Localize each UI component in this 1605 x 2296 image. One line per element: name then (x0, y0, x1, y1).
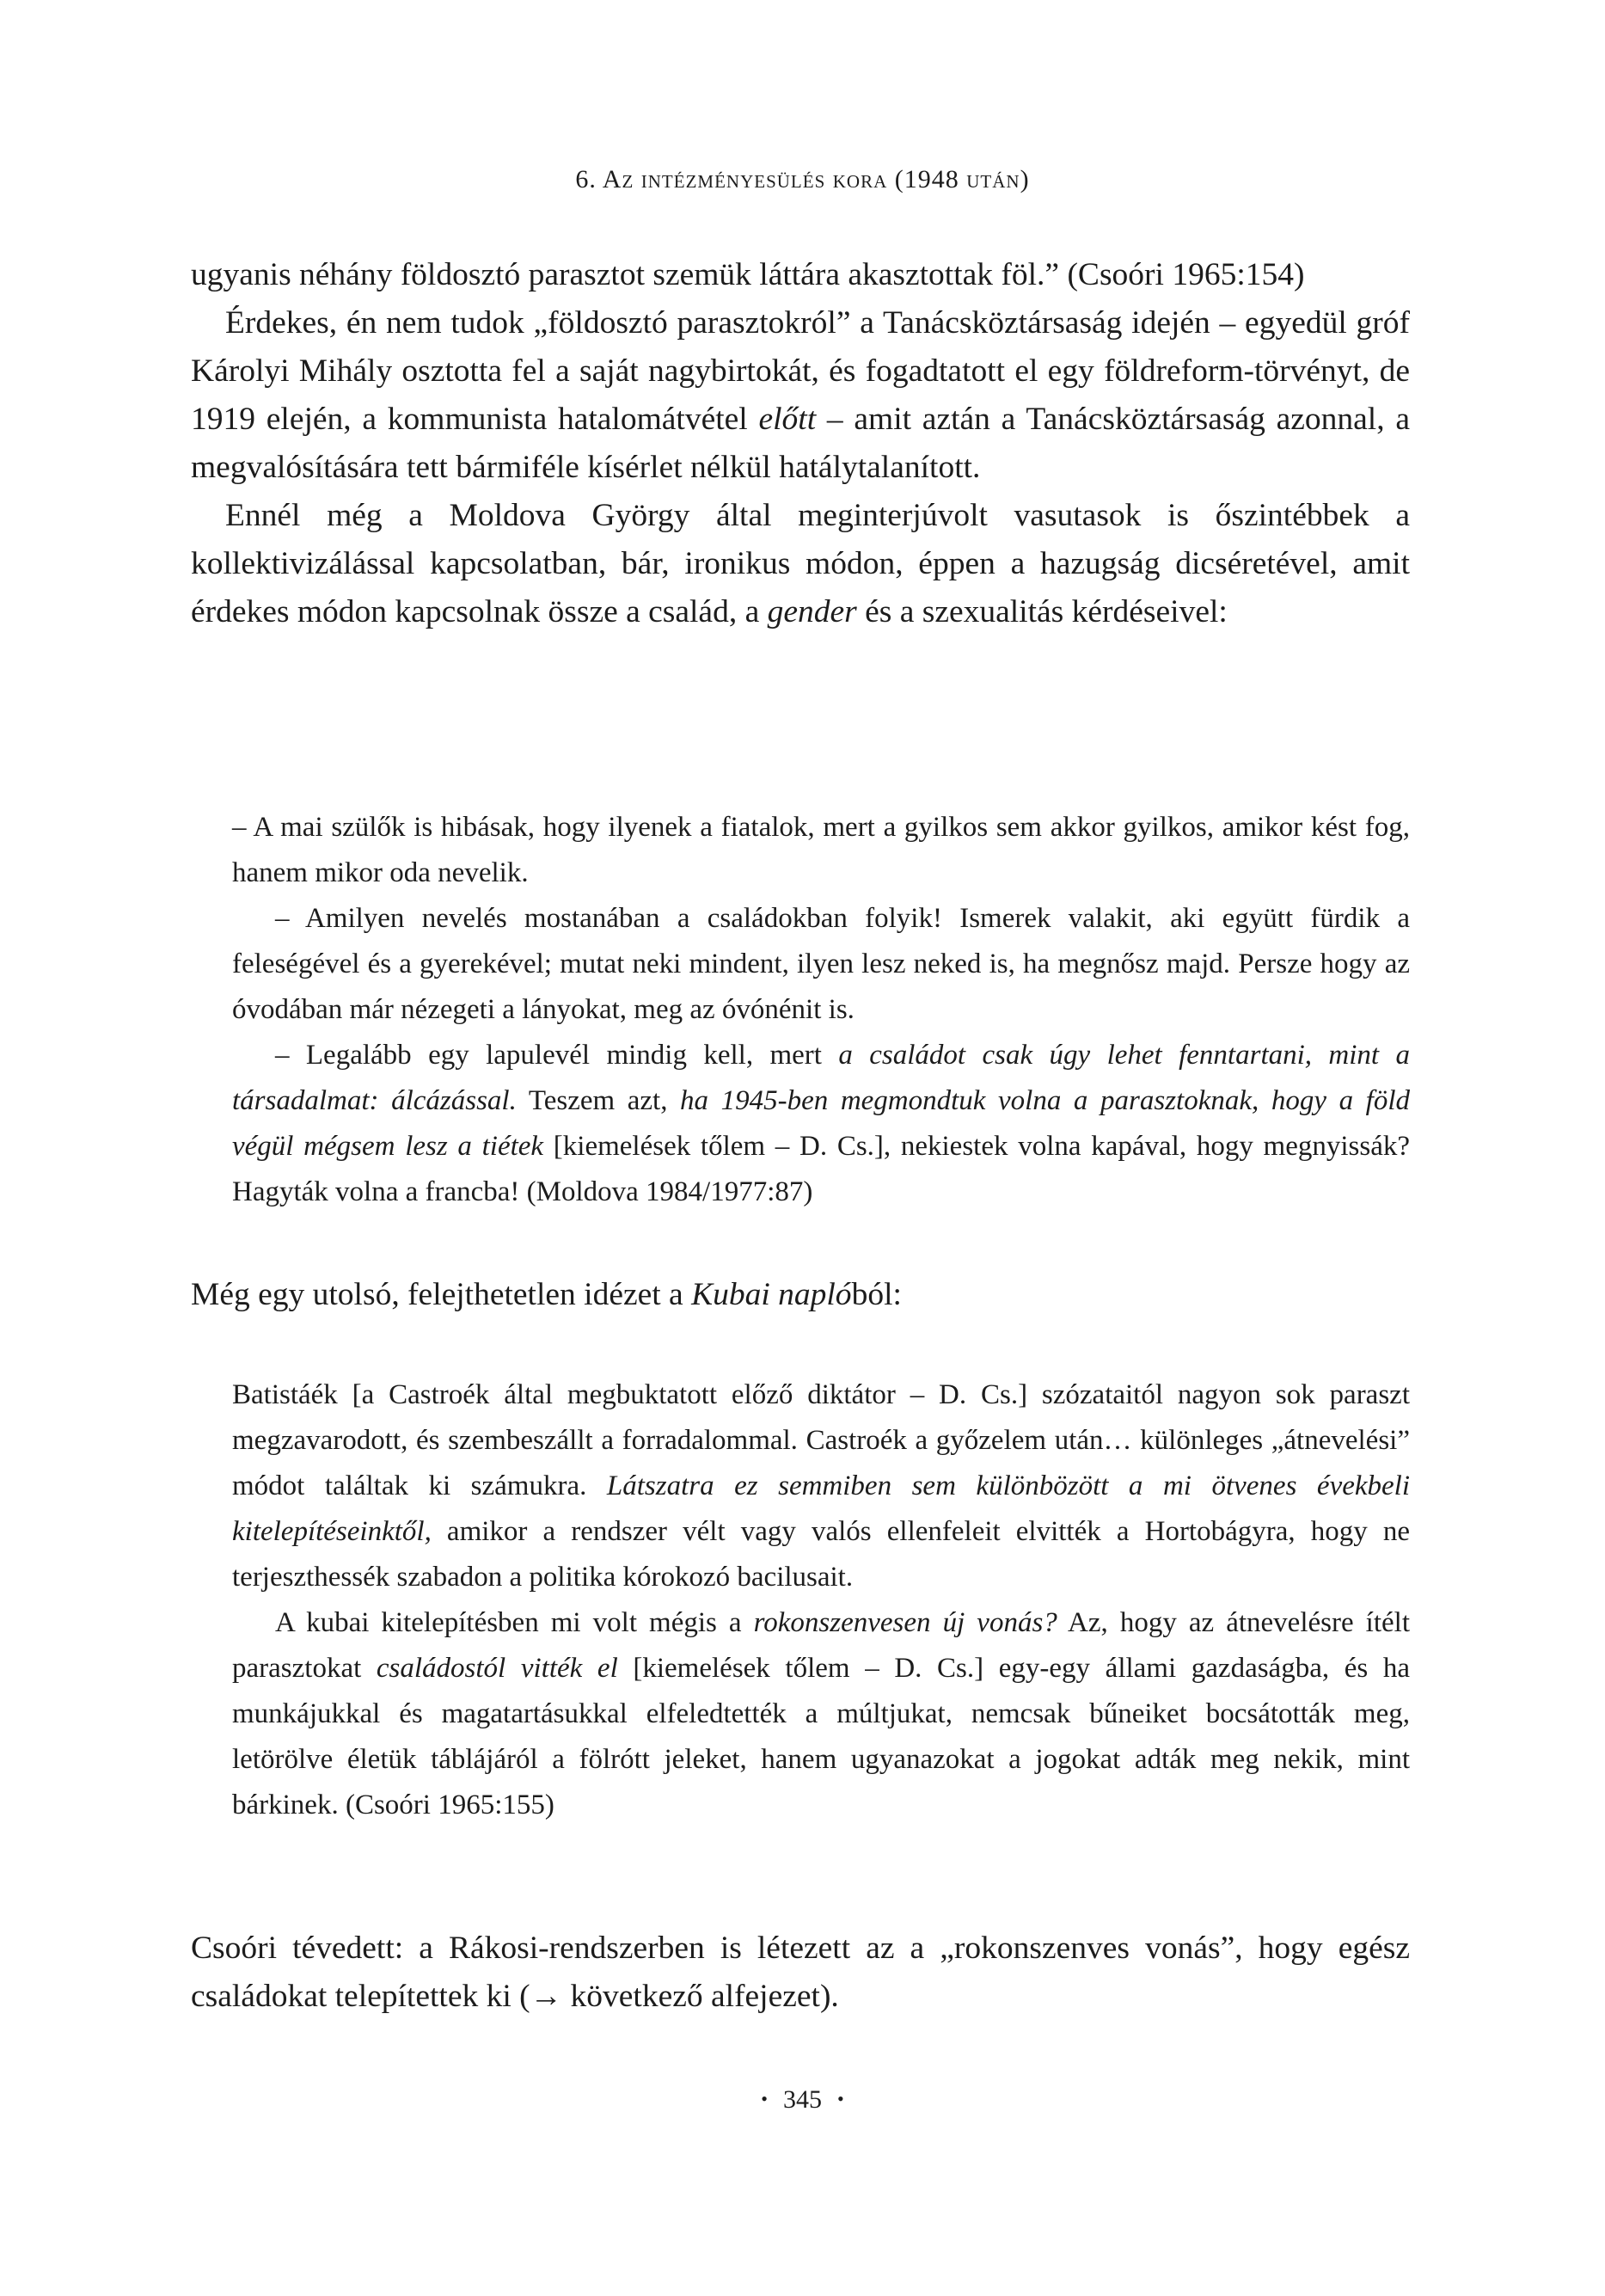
paragraph: Még egy utolsó, felejthetetlen idézet a Kubai naplóból: (191, 1277, 902, 1312)
block-quote-csoori (232, 1372, 1410, 1828)
paragraph: Ennél még a Moldova György által meginterjúvolt vasutasok is őszintébbek a kollektivizálással kapcsolatban, bár, ironikus módon, éppen a hazugság dicséretével, amit érdekes módon kapcsolnak össze a család, a gender és a szexualitás kérdéseivel: (191, 498, 1410, 629)
running-header (0, 165, 1605, 194)
block-quote-moldova (232, 805, 1410, 1215)
quote-paragraph: Batistáék [a Castroék által megbuktatott előző diktátor – D. Cs.] szózataitól nagyon sok paraszt megzavarodott, és szembeszállt a forradalommal. Castroék a győzelem után… különleges „átnevelési” módot találtak ki számukra. Látszatra ez semmiben sem különbözött a mi ötvenes évekbeli kitelepítéseinktől, amikor a rendszer vélt vagy valós ellenfeleit elvitték a Hortobágyra, hogy ne terjeszthessék szabadon a politika kórokozó bacilusait. (232, 1379, 1411, 1593)
main-text-block-3 (191, 1925, 1410, 2021)
bullet-icon: • (837, 2088, 844, 2109)
page-number-value: 345 (783, 2085, 822, 2114)
quote-paragraph: A kubai kitelepítésben mi volt mégis a rokonszenvesen új vonás? Az, hogy az átnevelésre ítélt parasztokat családostól vitték el [kiemelések tőlem – D. Cs.] egy-egy állami gazdaságba, és ha munkájukkal és magatartásukkal elfeledtették a múltjukat, nemcsak bűneiket bocsátották meg, letörölve életük táblájáról a fölrótt jeleket, hanem ugyanazokat a jogokat adták meg nekik, mint bárkinek. (Csoóri 1965:155) (232, 1607, 1410, 1820)
page-number (0, 2085, 1605, 2115)
header-number: 6. A (575, 165, 622, 193)
paragraph: Csoóri tévedett: a Rákosi-rendszerben is létezett az a „rokonszenves vonás”, hogy egész családokat telepítettek ki (→ következő alfejezet). (191, 1931, 1410, 2014)
main-text-block-1 (191, 251, 1410, 636)
quote-paragraph: – Amilyen nevelés mostanában a családokban folyik! Ismerek valakit, aki együtt fürdik a feleségével és a gyerekével; mutat neki mindent, ilyen lesz neked is, ha megnősz majd. Persze hogy az óvodában már nézegeti a lányokat, meg az óvónénit is. (232, 903, 1410, 1025)
paragraph: Érdekes, én nem tudok „földosztó parasztokról” a Tanácsköztársaság idején – egyedül gróf Károlyi Mihály osztotta fel a saját nagybirtokát, és fogadtatott el egy földreform-törvényt, de 1919 elején, a kommunista hatalomátvétel előtt – amit aztán a Tanácsköztársaság azonnal, a megvalósítására tett bármiféle kísérlet nélkül hatálytalanított. (191, 305, 1410, 485)
quote-paragraph: – Legalább egy lapulevél mindig kell, mert a családot csak úgy lehet fenntartani, mint a társadalmat: álcázással. Teszem azt, ha 1945-ben megmondtuk volna a parasztoknak, hogy a föld végül mégsem lesz a tiétek [kiemelések tőlem – D. Cs.], nekiestek volna kapával, hogy megnyissák? Hagyták volna a francba! (Moldova 1984/1977:87) (232, 1040, 1410, 1207)
header-years: (1948 után) (894, 165, 1030, 193)
paragraph: ugyanis néhány földosztó parasztot szemük láttára akasztottak föl.” (Csoóri 1965:154) (191, 257, 1305, 292)
bullet-icon: • (761, 2088, 768, 2109)
main-text-block-2 (191, 1271, 1410, 1319)
header-title: z intézményesülés kora (622, 165, 888, 193)
quote-paragraph: – A mai szülők is hibásak, hogy ilyenek a fiatalok, mert a gyilkos sem akkor gyilkos, amikor kést fog, hanem mikor oda nevelik. (232, 812, 1410, 888)
